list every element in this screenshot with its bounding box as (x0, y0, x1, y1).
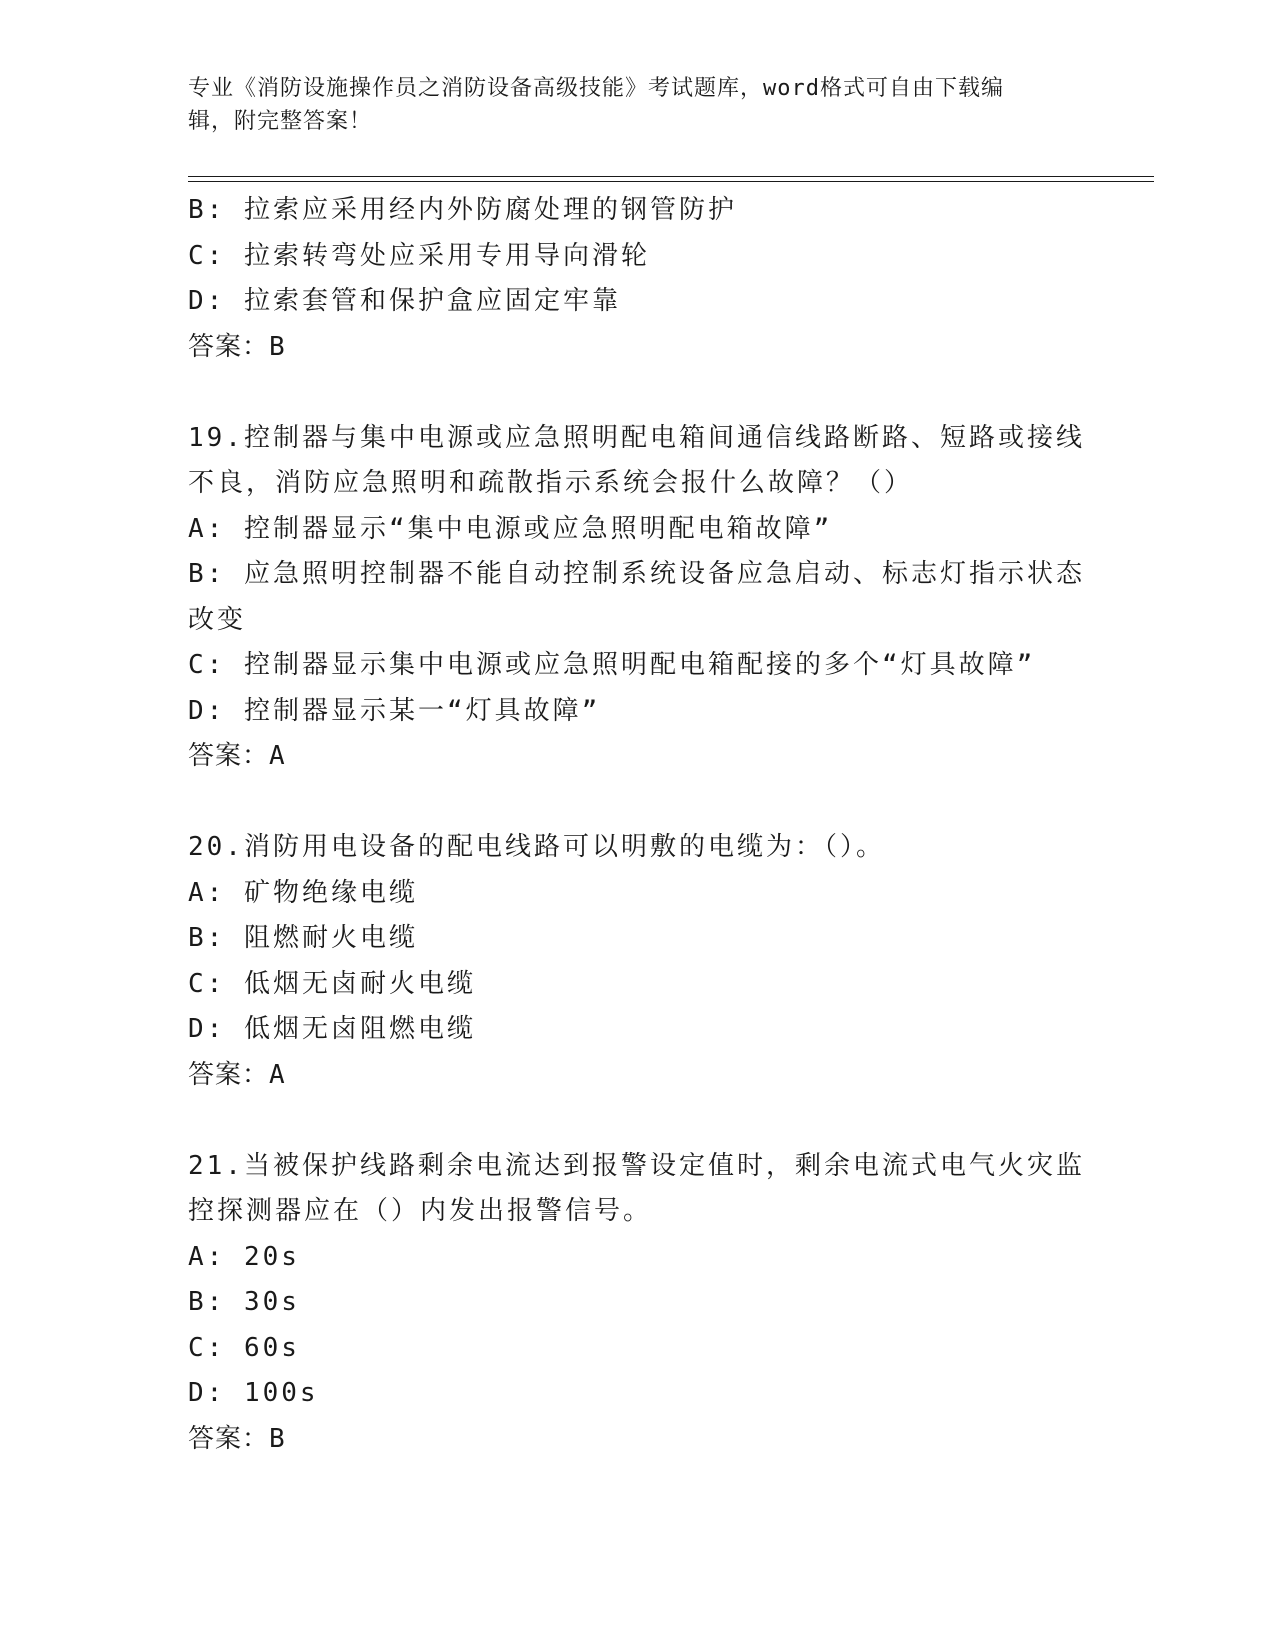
q20-option-b: B: 阻燃耐火电缆 (188, 923, 418, 953)
header-divider-bottom (188, 181, 1154, 182)
q20-option-a: A: 矿物绝缘电缆 (188, 877, 418, 908)
question-21 (188, 1144, 1088, 1463)
q19-option-a: A: 控制器显示“集中电源或应急照明配电箱故障” (188, 513, 833, 544)
q19-option-b-line-1: B: 应急照明控制器不能自动控制系统设备应急启动、标志灯指示状态 (188, 559, 1085, 589)
q19-option-b-line-2: 改变 (188, 604, 247, 635)
q21-option-d: D: 100s (188, 1378, 319, 1408)
spacer (188, 780, 1088, 826)
header-divider-top (188, 176, 1154, 177)
q20-option-d: D: 低烟无卤阻燃电缆 (188, 1014, 476, 1044)
document-header (188, 72, 1068, 138)
q20-answer: 答案：A (188, 1059, 286, 1090)
question-list (188, 188, 1088, 1462)
q18-option-d: D: 拉索套管和保护盒应固定牢靠 (188, 286, 621, 316)
q18-answer: 答案：B (188, 331, 286, 362)
q18-option-c: C: 拉索转弯处应采用专用导向滑轮 (188, 240, 650, 271)
spacer (188, 1098, 1088, 1144)
q21-stem-line-1: 21.当被保护线路剩余电流达到报警设定值时，剩余电流式电气火灾监 (188, 1150, 1085, 1181)
q20-option-c: C: 低烟无卤耐火电缆 (188, 968, 476, 999)
spacer (188, 370, 1088, 416)
q20-stem: 20.消防用电设备的配电线路可以明敷的电缆为：（）。 (188, 832, 885, 862)
q19-answer: 答案：A (188, 741, 286, 771)
q21-option-c: C: 60s (188, 1332, 300, 1363)
q21-answer: 答案：B (188, 1423, 286, 1454)
q21-option-a: A: 20s (188, 1241, 300, 1272)
header-line-2: 辑，附完整答案！ (188, 109, 373, 134)
q18-option-b: B: 拉索应采用经内外防腐处理的钢管防护 (188, 195, 737, 225)
question-20 (188, 825, 1088, 1098)
q19-option-d: D: 控制器显示某一“灯具故障” (188, 695, 601, 726)
q21-stem-line-2: 控探测器应在（）内发出报警信号。 (188, 1196, 653, 1226)
q21-option-b: B: 30s (188, 1287, 300, 1317)
q19-stem-line-2: 不良，消防应急照明和疏散指示系统会报什么故障？（） (188, 468, 914, 498)
q19-option-c: C: 控制器显示集中电源或应急照明配电箱配接的多个“灯具故障” (188, 650, 1036, 680)
question-19 (188, 416, 1088, 780)
header-line-1: 专业《消防设施操作员之消防设备高级技能》考试题库，word格式可自由下载编 (188, 76, 1004, 101)
question-18-tail (188, 188, 1088, 370)
q19-stem-line-1: 19.控制器与集中电源或应急照明配电箱间通信线路断路、短路或接线 (188, 422, 1085, 453)
